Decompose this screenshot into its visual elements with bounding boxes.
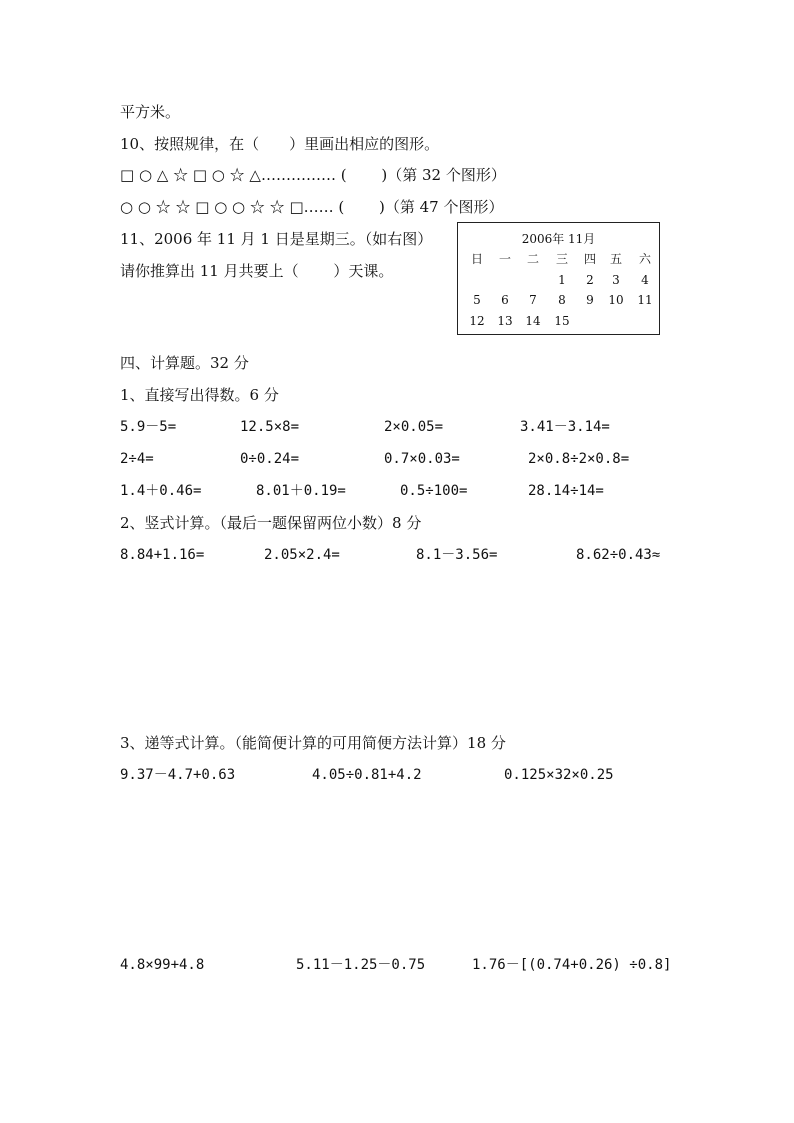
calendar-day: 2 <box>586 273 594 287</box>
calendar-day: 13 <box>497 314 513 328</box>
calendar-weekday: 三 <box>555 252 568 266</box>
calendar-day: 12 <box>469 314 485 328</box>
calendar-day: 6 <box>501 293 509 307</box>
step-calc-item: 4.05÷0.81+4.2 <box>312 767 422 783</box>
part-2-heading: 2、竖式计算。（最后一题保留两位小数）8 分 <box>120 514 422 532</box>
calendar-day: 3 <box>612 273 620 287</box>
vertical-calc-item: 8.62÷0.43≈ <box>576 547 661 563</box>
oral-calc-item: 0÷0.24= <box>240 451 300 467</box>
calendar-day: 10 <box>608 293 624 307</box>
calendar-day: 7 <box>529 293 537 307</box>
section-4-heading: 四、计算题。32 分 <box>120 354 249 372</box>
calendar-weekday: 六 <box>638 252 651 266</box>
step-calc-item: 5.11－1.25－0.75 <box>296 957 426 973</box>
oral-calc-item: 0.5÷100= <box>400 483 468 499</box>
vertical-calc-item: 2.05×2.4= <box>264 547 340 563</box>
calendar-weekday: 日 <box>470 252 483 266</box>
calendar-day: 1 <box>558 273 566 287</box>
q11-question: 请你推算出 11 月共要上（ ）天课。 <box>120 262 394 280</box>
oral-calc-item: 0.7×0.03= <box>384 451 460 467</box>
oral-calc-item: 8.01＋0.19= <box>256 483 346 499</box>
oral-calc-item: 1.4＋0.46= <box>120 483 202 499</box>
calendar-weekday: 四 <box>583 252 596 266</box>
q10-prompt: 10、按照规律，在（ ）里画出相应的图形。 <box>120 135 440 153</box>
calendar-day: 5 <box>473 293 481 307</box>
calendar-box <box>457 222 660 335</box>
q11-statement: 11、2006 年 11 月 1 日是星期三。（如右图） <box>120 230 433 248</box>
part-1-heading: 1、直接写出得数。6 分 <box>120 386 279 404</box>
calendar-day: 15 <box>554 314 570 328</box>
calendar-day: 11 <box>637 293 653 307</box>
part-3-heading: 3、递等式计算。（能简便计算的可用简便方法计算）18 分 <box>120 734 506 752</box>
vertical-calc-item: 8.1－3.56= <box>416 547 498 563</box>
oral-calc-item: 2÷4= <box>120 451 154 467</box>
oral-calc-item: 2×0.05= <box>384 419 444 435</box>
calendar-day: 9 <box>586 293 594 307</box>
oral-calc-item: 5.9－5= <box>120 419 177 435</box>
step-calc-item: 4.8×99+4.8 <box>120 957 205 973</box>
step-calc-item: 0.125×32×0.25 <box>504 767 614 783</box>
step-calc-item: 1.76－[(0.74+0.26) ÷0.8] <box>472 957 672 973</box>
calendar-weekday: 二 <box>526 252 539 266</box>
q10-pattern-row-1: □ ○ △ ☆ □ ○ ☆ △…………… ( )（第 32 个图形） <box>120 166 506 184</box>
oral-calc-item: 3.41－3.14= <box>520 419 610 435</box>
q10-pattern-row-2: ○ ○ ☆ ☆ □ ○ ○ ☆ ☆ □…… ( )（第 47 个图形） <box>120 198 504 216</box>
calendar-day: 4 <box>641 273 649 287</box>
calendar-day: 8 <box>558 293 566 307</box>
calendar-weekday: 五 <box>609 252 622 266</box>
vertical-calc-item: 8.84+1.16= <box>120 547 205 563</box>
oral-calc-item: 12.5×8= <box>240 419 300 435</box>
step-calc-item: 9.37－4.7+0.63 <box>120 767 236 783</box>
calendar-title: 2006年 11月 <box>521 232 596 246</box>
oral-calc-item: 2×0.8÷2×0.8= <box>528 451 630 467</box>
carryover-text: 平方米。 <box>120 103 181 121</box>
calendar-day: 14 <box>525 314 541 328</box>
calendar-weekday: 一 <box>498 252 511 266</box>
oral-calc-item: 28.14÷14= <box>528 483 604 499</box>
